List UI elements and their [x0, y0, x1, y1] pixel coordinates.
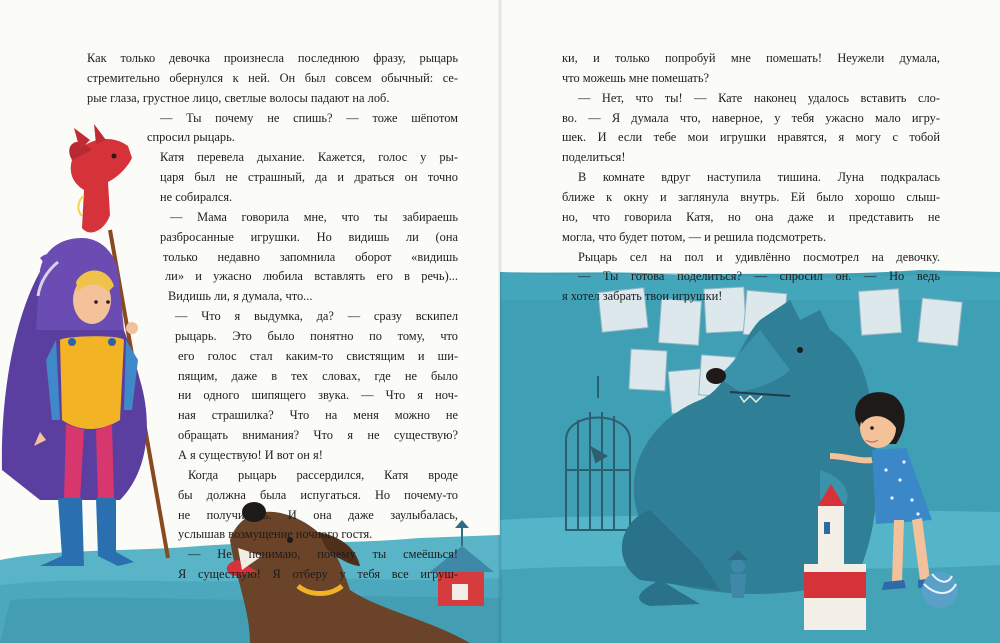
- text-line: Я существую! Я отберу у тебя все игруш-: [178, 567, 458, 582]
- text-line: Видишь ли, я думала, что...: [168, 289, 313, 304]
- text-line: — Что я выдумка, да? — сразу вскипел: [175, 309, 458, 324]
- text-line: что можешь мне помешать?: [562, 70, 709, 85]
- text-line: Как только девочка произнесла последнюю фразу, рыцарь: [87, 51, 458, 65]
- text-line: могла, что будет потом, — и решила подсмотреть.: [562, 229, 827, 244]
- text-line: — Ты почему не спишь? — тоже шёпотом: [160, 110, 458, 125]
- book-gutter: [498, 0, 502, 643]
- text-line: Рыцарь сел на пол и удивлённо посмотрел на девочку.: [578, 249, 940, 264]
- text-line: во. — Я думала что, наверное, у тебя ужасно мало игру-: [562, 110, 940, 125]
- text-line: ки, и только попробуй мне помешать! Неужели думала,: [562, 51, 940, 65]
- text-line: — Ты готова поделиться? — спросил он. — Но ведь: [578, 269, 940, 284]
- knight: [2, 124, 168, 566]
- text-line: — Нет, что ты! — Кате наконец удалось вставить сло-: [578, 90, 940, 105]
- text-line: стремительно обернулся к ней. Он был совсем обычный: се-: [87, 70, 458, 85]
- text-line: обращать внимания? Что я не существую?: [178, 428, 458, 443]
- text-line: но, что говорила Катя, но она даже и представить не: [562, 209, 940, 224]
- text-line: ни одного шипящего звука. — Что я ноч-: [178, 388, 458, 403]
- text-line: пящим, даже в тех словах, где не было: [178, 368, 458, 383]
- text-line: ная страшилка? Что на меня можно не: [178, 408, 458, 423]
- text-line: ли» и ужасно любила вставлять его в речь)...: [165, 269, 458, 284]
- text-line: В комнате вдруг наступила тишина. Луна подкралась: [578, 170, 940, 185]
- text-line: услышав возмущение ночного гостя.: [178, 527, 373, 542]
- text-line: только недавно запомнила оборот «видишь: [163, 249, 458, 264]
- text-line: рыцарь. Это было понятно по тому, что: [175, 328, 458, 343]
- text-line: бы должна была испугаться. Но почему-то: [178, 487, 458, 502]
- text-line: А я существую! И вот он я!: [178, 448, 323, 462]
- text-line: Когда рыцарь рассердился, Катя вроде: [188, 467, 458, 482]
- text-line: спросил рыцарь.: [147, 130, 235, 145]
- ball: [922, 572, 958, 608]
- text-line: шек. И если тебе мои игрушки нравятся, я могу с тобой: [562, 130, 940, 145]
- text-line: не получилось. И она даже заулыбалась,: [178, 507, 458, 522]
- text-line: — Мама говорила мне, что ты забираешь: [170, 209, 458, 224]
- text-line: не собирался.: [160, 189, 233, 204]
- text-line: поделиться!: [562, 150, 626, 165]
- text-line: я хотел забрать твои игрушки!: [562, 289, 723, 304]
- text-line: разбросанные игрушки. Но видишь ли (она: [160, 229, 458, 244]
- text-line: царя был не страшный, да и драться он точно: [160, 170, 458, 185]
- text-line: ближе к окну и заглянула внутрь. Ей было хорошо слыш-: [562, 189, 940, 204]
- text-line: Катя перевела дыхание. Кажется, голос у ры-: [160, 150, 458, 165]
- text-line: — Не понимаю, почему ты смеёшься!: [188, 547, 458, 562]
- text-line: его голос стал каким-то свистящим и ши-: [178, 348, 458, 363]
- text-line: рые глаза, грустное лицо, светлые волосы падают на лоб.: [87, 90, 390, 105]
